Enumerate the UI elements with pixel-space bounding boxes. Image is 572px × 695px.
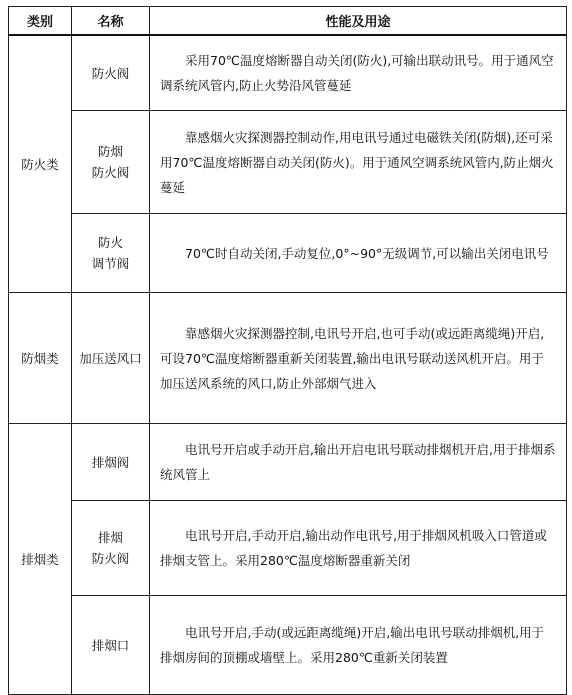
name-cell [72,111,150,214]
table-header [9,7,567,36]
name-line: 调节阀 [91,256,130,271]
table-row [9,424,567,501]
name-line: 排烟阀 [91,454,130,470]
description-cell: 70℃时自动关闭,手动复位,0°~90°无级调节,可以输出关闭电讯号 [150,214,567,293]
description-cell: 采用70℃温度熔断器自动关闭(防火),可输出联动讯号。用于通风空调系统风管内,防止火势沿风管蔓延 [150,35,567,111]
table-row [9,111,567,214]
name-cell [72,214,150,293]
name-cell [72,596,150,695]
table-body [9,35,567,695]
table-row [9,293,567,424]
table-row [9,501,567,596]
header-row [9,7,567,36]
name-line: 防火阀 [91,65,130,81]
name-cell [72,424,150,501]
name-line: 防火阀 [91,551,130,566]
name-line: 排烟口 [91,637,130,653]
table-row [9,596,567,695]
table-row [9,35,567,111]
category-cell-smoke-prevention: 防烟类 [9,293,72,424]
name-line: 防烟 [97,144,123,159]
category-cell-smoke-exhaust: 排烟类 [9,424,72,695]
description-cell: 电讯号开启或手动开启,输出开启电讯号联动排烟机开启,用于排烟系统风管上 [150,424,567,501]
smoke-fire-valve-table [8,6,567,695]
header-description: 性能及用途 [150,7,567,36]
header-name: 名称 [72,7,150,36]
description-cell: 靠感烟火灾探测器控制动作,用电讯号通过电磁铁关闭(防烟),还可采用70℃温度熔断器自动关闭(防火)。用于通风空调系统风管内,防止烟火蔓延 [150,111,567,214]
name-cell [72,35,150,111]
description-cell: 电讯号开启,手动开启,输出动作电讯号,用于排烟风机吸入口管道或排烟支管上。采用280℃温度熔断器重新关闭 [150,501,567,596]
name-line: 防火 [97,235,123,250]
category-cell-fire: 防火类 [9,35,72,293]
header-category: 类别 [9,7,72,36]
table-row [9,214,567,293]
name-line: 加压送风口 [79,350,142,366]
description-cell: 电讯号开启,手动(或远距离缆绳)开启,输出电讯号联动排烟机,用于排烟房间的顶棚或墙壁上。采用280℃重新关闭装置 [150,596,567,695]
name-line: 防火阀 [91,165,130,180]
name-cell [72,293,150,424]
description-cell: 靠感烟火灾探测器控制,电讯号开启,也可手动(或远距离缆绳)开启,可设70℃温度熔断器重新关闭装置,输出电讯号联动送风机开启。用于加压送风系统的风口,防止外部烟气进入 [150,293,567,424]
name-cell [72,501,150,596]
name-line: 排烟 [97,530,123,545]
